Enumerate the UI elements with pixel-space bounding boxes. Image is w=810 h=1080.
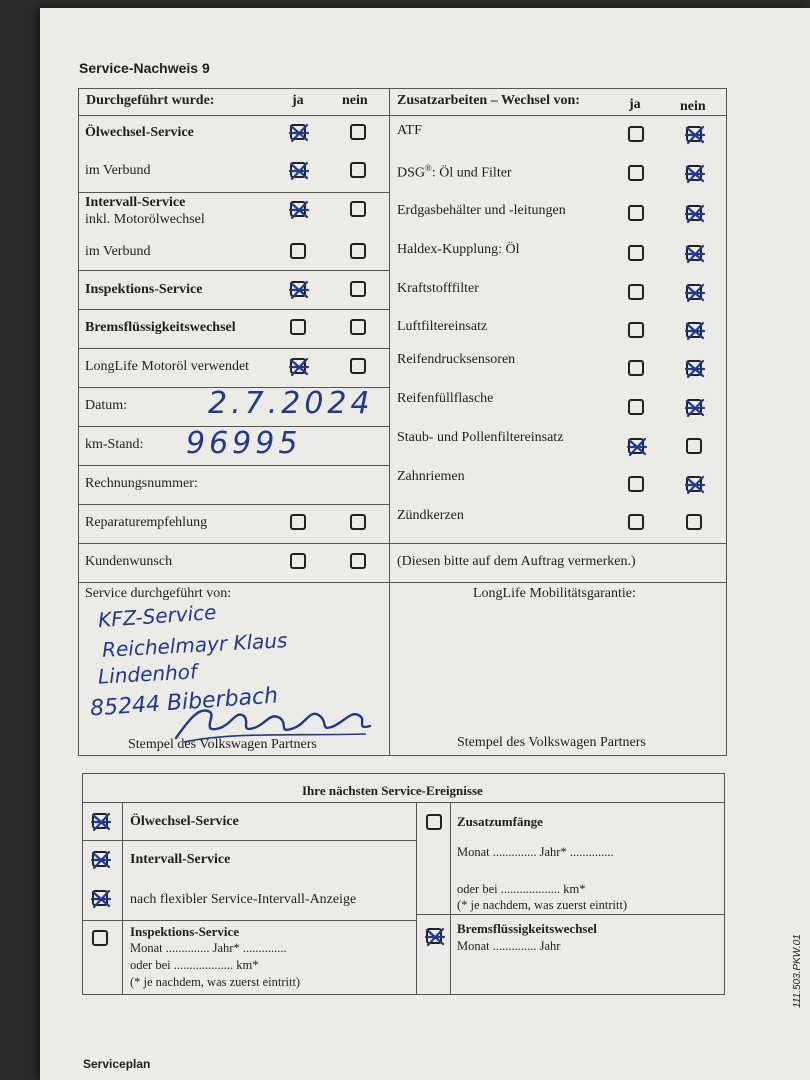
- next-inspektion-label: Inspektions-Service: [130, 924, 240, 939]
- next-oel-label: Ölwechsel-Service: [130, 814, 239, 829]
- row-label-dsg: DSG®: Öl und Filter: [397, 163, 512, 181]
- checkbox-intervall-ja[interactable]: [290, 201, 306, 217]
- check-mark-icon: [424, 926, 446, 948]
- next-bremse-label: Bremsflüssigkeitswechsel: [457, 921, 597, 936]
- row-label-zahnriemen: Zahnriemen: [397, 469, 465, 484]
- next-insp-line3: (* je nachdem, was zuerst eintritt): [130, 975, 301, 989]
- row-label-staub: Staub- und Pollenfiltereinsatz: [397, 430, 564, 445]
- km-value: 96995: [186, 426, 302, 461]
- row-label-atf: ATF: [397, 123, 422, 138]
- checkbox-haldex-ja[interactable]: [628, 245, 644, 261]
- row-label-reifendruck: Reifendrucksensoren: [397, 352, 516, 367]
- table-divider: [389, 88, 390, 756]
- stamp-caption-left: Stempel des Volkswagen Partners: [128, 737, 317, 752]
- row-label-verbund-2: im Verbund: [85, 244, 151, 259]
- check-mark-icon: [288, 356, 310, 378]
- col-nein-right: nein: [680, 99, 706, 114]
- row-label-rechnung: Rechnungsnummer:: [85, 476, 198, 491]
- check-mark-icon: [90, 888, 112, 910]
- stamp-caption-right: Stempel des Volkswagen Partners: [457, 735, 646, 750]
- check-mark-icon: [684, 163, 706, 185]
- datum-value: 2.7.2024: [208, 386, 374, 421]
- col-nein-left: nein: [342, 93, 368, 108]
- mobility-label: LongLife Mobilitätsgarantie:: [473, 586, 636, 601]
- row-label-bremse: Bremsflüssigkeitswechsel: [85, 320, 236, 335]
- row-label-reparatur: Reparaturempfehlung: [85, 515, 208, 530]
- left-header: Durchgeführt wurde:: [86, 93, 215, 108]
- col-ja-right: ja: [629, 97, 641, 112]
- checkbox-next-flex[interactable]: [92, 890, 108, 906]
- checkbox-reifenfuell-ja[interactable]: [628, 399, 644, 415]
- next-insp-line2: oder bei ................... km*: [130, 958, 259, 972]
- checkbox-staub-ja[interactable]: [628, 438, 644, 454]
- next-zus-line3: (* je nachdem, was zuerst eintritt): [457, 898, 628, 912]
- checkbox-next-intervall[interactable]: [92, 851, 108, 867]
- checkbox-luftfilter-ja[interactable]: [628, 322, 644, 338]
- row-label-erdgas: Erdgasbehälter und -leitungen: [397, 203, 566, 218]
- next-zus-line1: Monat .............. Jahr* ..............: [457, 845, 614, 859]
- checkbox-intervall-nein[interactable]: [350, 201, 366, 217]
- checkbox-inspektion-ja[interactable]: [290, 281, 306, 297]
- check-mark-icon: [288, 279, 310, 301]
- checkbox-next-inspektion[interactable]: [92, 930, 108, 946]
- row-label-kraftstoff: Kraftstofffilter: [397, 281, 479, 296]
- check-mark-icon: [684, 474, 706, 496]
- next-zus-line2: oder bei ................... km*: [457, 882, 586, 896]
- col-ja-left: ja: [292, 93, 304, 108]
- footer-code: 111.503.PKW.01: [792, 934, 803, 1008]
- footer-label: Serviceplan: [83, 1057, 151, 1071]
- stamp-line-4: 85244 Biberbach: [89, 683, 279, 722]
- check-mark-icon: [288, 160, 310, 182]
- next-zusatz-label: Zusatzumfänge: [457, 814, 543, 829]
- check-mark-icon: [90, 811, 112, 833]
- check-mark-icon: [684, 397, 706, 419]
- checkbox-staub-nein[interactable]: [686, 438, 702, 454]
- checkbox-reparatur-nein[interactable]: [350, 514, 366, 530]
- checkbox-atf-nein[interactable]: [686, 126, 702, 142]
- stamp-line-1: KFZ-Service: [97, 599, 218, 633]
- checkbox-haldex-nein[interactable]: [686, 245, 702, 261]
- checkbox-next-bremse[interactable]: [426, 928, 442, 944]
- checkbox-next-oel[interactable]: [92, 813, 108, 829]
- check-mark-icon: [684, 282, 706, 304]
- checkbox-oelwechsel-nein[interactable]: [350, 124, 366, 140]
- checkbox-verbund1-nein[interactable]: [350, 162, 366, 178]
- check-mark-icon: [684, 203, 706, 225]
- check-mark-icon: [684, 124, 706, 146]
- row-label-zuendkerzen: Zündkerzen: [397, 508, 464, 523]
- auftrag-note: (Diesen bitte auf dem Auftrag vermerken.): [397, 554, 636, 569]
- check-mark-icon: [90, 849, 112, 871]
- checkbox-next-zusatz[interactable]: [426, 814, 442, 830]
- checkbox-verbund1-ja[interactable]: [290, 162, 306, 178]
- stamp-line-2: Reichelmayr Klaus: [101, 628, 288, 662]
- checkbox-reifendruck-ja[interactable]: [628, 360, 644, 376]
- checkbox-longlife-nein[interactable]: [350, 358, 366, 374]
- next-brems-line1: Monat .............. Jahr: [457, 939, 561, 953]
- checkbox-zahnriemen-ja[interactable]: [628, 476, 644, 492]
- row-label-intervall: Intervall-Service: [85, 195, 186, 210]
- check-mark-icon: [684, 243, 706, 265]
- checkbox-bremse-ja[interactable]: [290, 319, 306, 335]
- next-services-title: Ihre nächsten Service-Ereignisse: [302, 783, 483, 798]
- check-mark-icon: [288, 122, 310, 144]
- page-title: Service-Nachweis 9: [79, 60, 210, 76]
- check-mark-icon: [626, 436, 648, 458]
- row-label-haldex: Haldex-Kupplung: Öl: [397, 242, 520, 257]
- row-label-inspektion: Inspektions-Service: [85, 282, 203, 297]
- check-mark-icon: [684, 358, 706, 380]
- right-header: Zusatzarbeiten – Wechsel von:: [397, 93, 580, 108]
- checkbox-zuendkerzen-ja[interactable]: [628, 514, 644, 530]
- checkbox-erdgas-nein[interactable]: [686, 205, 702, 221]
- stamp-line-3: Lindenhof: [97, 659, 198, 689]
- checkbox-luftfilter-nein[interactable]: [686, 322, 702, 338]
- checkbox-reparatur-ja[interactable]: [290, 514, 306, 530]
- next-intervall-label: Intervall-Service: [130, 852, 231, 867]
- checkbox-dsg-ja[interactable]: [628, 165, 644, 181]
- checkbox-inspektion-nein[interactable]: [350, 281, 366, 297]
- checkbox-reifenfuell-nein[interactable]: [686, 399, 702, 415]
- check-mark-icon: [288, 199, 310, 221]
- checkbox-kunde-nein[interactable]: [350, 553, 366, 569]
- checkbox-oelwechsel-ja[interactable]: [290, 124, 306, 140]
- checkbox-bremse-nein[interactable]: [350, 319, 366, 335]
- row-label-kunde: Kundenwunsch: [85, 554, 173, 569]
- checkbox-zahnriemen-nein[interactable]: [686, 476, 702, 492]
- checkbox-kraftstoff-nein[interactable]: [686, 284, 702, 300]
- checkbox-kraftstoff-ja[interactable]: [628, 284, 644, 300]
- next-insp-line1: Monat .............. Jahr* ..............: [130, 941, 287, 955]
- next-flex-label: nach flexibler Service-Intervall-Anzeige: [130, 892, 357, 907]
- row-label-km: km-Stand:: [85, 437, 144, 452]
- checkbox-reifendruck-nein[interactable]: [686, 360, 702, 376]
- service-by-label: Service durchgeführt von:: [85, 586, 232, 601]
- row-label-reifenfuell: Reifenfüllflasche: [397, 391, 494, 406]
- checkbox-verbund2-ja[interactable]: [290, 243, 306, 259]
- checkbox-kunde-ja[interactable]: [290, 553, 306, 569]
- checkbox-erdgas-ja[interactable]: [628, 205, 644, 221]
- checkbox-longlife-ja[interactable]: [290, 358, 306, 374]
- checkbox-atf-ja[interactable]: [628, 126, 644, 142]
- row-label-longlife: LongLife Motoröl verwendet: [85, 359, 250, 374]
- row-label-verbund-1: im Verbund: [85, 163, 151, 178]
- checkbox-verbund2-nein[interactable]: [350, 243, 366, 259]
- row-label-luftfilter: Luftfiltereinsatz: [397, 319, 488, 334]
- checkbox-zuendkerzen-nein[interactable]: [686, 514, 702, 530]
- document-page: [40, 8, 810, 1080]
- row-sublabel-intervall: inkl. Motorölwechsel: [85, 212, 205, 227]
- row-label-datum: Datum:: [85, 398, 127, 413]
- checkbox-dsg-nein[interactable]: [686, 165, 702, 181]
- check-mark-icon: [684, 320, 706, 342]
- row-label-oelwechsel: Ölwechsel-Service: [85, 125, 194, 140]
